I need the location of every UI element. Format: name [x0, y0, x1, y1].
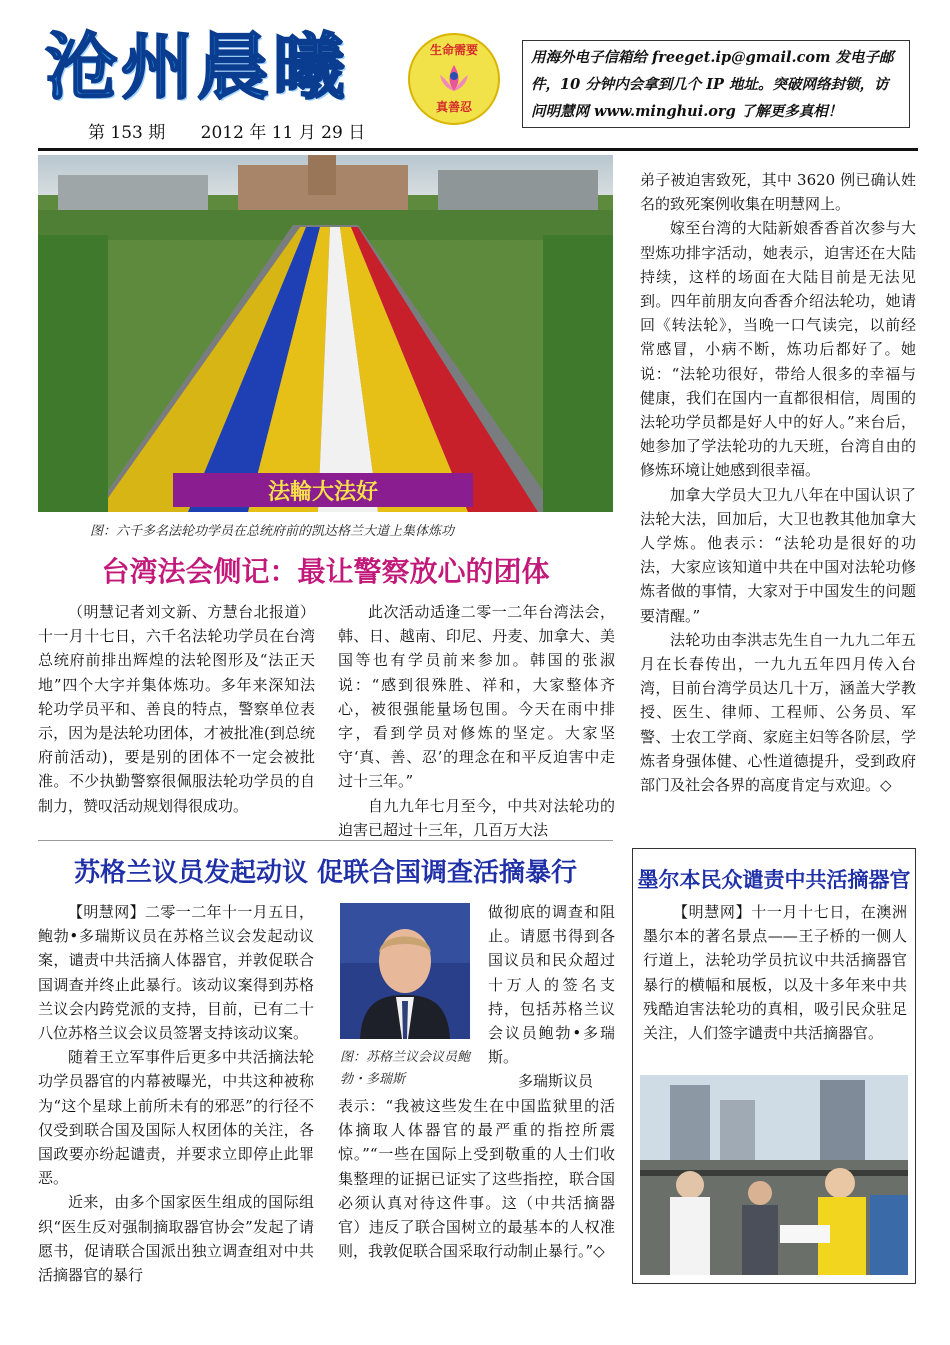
top-photo — [38, 155, 613, 512]
article1-column-2 — [338, 600, 615, 842]
article3-body — [643, 900, 907, 1045]
article2-column-2-top — [488, 900, 615, 1094]
paragraph: 法轮功由李洪志先生自一九九二年五月在长春传出，一九九五年四月传入台湾，目前台湾学员达几十万，涵盖大学教授、医生、律师、工程师、公务员、军警、士农工学商、家庭主妇等各阶层，学炼者身强体健、心性道德提升，受到政府部门及社会各界的高度肯定与欢迎。◇ — [640, 630, 916, 795]
top-photo-caption: 图：六千多名法轮功学员在总统府前的凯达格兰大道上集体炼功 — [90, 524, 455, 539]
paragraph: 加拿大学员大卫九八年在中国认识了法轮大法，回加后，大卫也教其他加拿大人学炼。他表示：“法轮功是很好的功法，大家应该知道中共在中国对法轮功修炼者做的事情，大家对于中国发生的问题要清醒。” — [640, 485, 916, 625]
header-rule — [38, 148, 918, 151]
emblem-bottom-text: 真善忍 — [435, 100, 472, 114]
exercise-formation-image — [38, 155, 613, 512]
newspaper-masthead: 沧州晨曦 — [45, 24, 350, 109]
article1-headline: 台湾法会侧记：最让警察放心的团体 — [101, 555, 550, 588]
article2-headline: 苏格兰议员发起动议 促联合国调查活摘暴行 — [73, 858, 578, 888]
paragraph: （明慧记者刘文新、方慧台北报道）十一月十七日，六千名法轮功学员在台湾总统府前排出辉煌的法轮图形及“法正天地”四个大字并集体炼功。多年来深知法轮功学员平和、善良的特点，警察单位表示，因为是法轮功团体，才被批准(到总统府前活动)，要是别的团体不一定会被批准。不少执勤警察很佩服法轮功学员的自制力，赞叹活动规划得很成功。 — [38, 603, 315, 815]
paragraph: 做彻底的调查和阻止。请愿书得到各国议员和民众超过十万人的签名支持，包括苏格兰议会议员鲍勃•多瑞斯。 — [488, 903, 615, 1067]
lotus-icon — [434, 61, 474, 95]
issue-date: 2012 年 11 月 29 日 — [200, 123, 366, 143]
paragraph: 多瑞斯议员 — [518, 1072, 594, 1091]
article3-headline: 墨尔本民众谴责中共活摘器官 — [637, 867, 911, 892]
paragraph: 随着王立军事件后更多中共活摘法轮功学员器官的内幕被曝光，中共这种被称为“这个星球上前所未有的邪恶”的行径不仅受到联合国及国际人权团体的关注，各国政要亦纷起谴责，并要求立即停止此罪恶。 — [38, 1048, 314, 1188]
issue-line — [88, 118, 395, 143]
paragraph: 近来，由多个国家医生组成的国际组织“医生反对强制摘取器官协会”发起了请愿书，促请联合国派出独立调查组对中共活摘器官的暴行 — [38, 1193, 314, 1285]
paragraph: 嫁至台湾的大陆新娘香香首次参与大型炼功排字活动，她表示，迫害还在大陆持续，这样的场面在大陆目前是无法见到。四年前朋友向香香介绍法轮功，她请回《转法轮》，当晚一口气读完，以前经常感冒，小病不断，炼功后都好了。她说：“法轮功很好，带给人很多的幸福与健康，我们在国内一直都很相信，周围的法轮功学员都是好人中的好人。”来台后，她参加了学法轮功的九天班，台湾自由的修炼环境让她感到很幸福。 — [640, 219, 916, 480]
portrait-caption: 图：苏格兰议会议员鲍勃・多瑞斯 — [340, 1050, 471, 1087]
paragraph: 【明慧网】二零一二年十一月五日，鲍勃•多瑞斯议员在苏格兰议会发起动议案，谴责中共活摘人体器官，并敦促联合国调查并终止此暴行。该动议案得到苏格兰议会内跨党派的支持，目前，已有二十八位苏格兰议会议员签署支持该动议案。 — [38, 903, 314, 1043]
paragraph: 此次活动适逢二零一二年台湾法会，韩、日、越南、印尼、丹麦、加拿大、美国等也有学员前来参加。韩国的张淑说：“感到很殊胜、祥和，大家整体齐心，被很强能量场包围。今天在雨中排字，看到学员对修炼的坚定。大家坚守‘真、善、忍’的理念在和平反迫害中走过十三年。” — [338, 603, 615, 791]
photo-banner-text: 法輪大法好 — [267, 479, 379, 505]
melbourne-image — [640, 1075, 908, 1275]
portrait-photo — [340, 903, 470, 1039]
paragraph: 自九九年七月至今，中共对法轮功的迫害已超过十三年，几百万大法 — [338, 796, 615, 839]
article2-column-1 — [38, 900, 314, 1287]
paragraph: 弟子被迫害致死，其中 3620 例已确认姓名的致死案例收集在明慧网上。 — [640, 171, 916, 214]
notice-box: 用海外电子信箱给 freeget.ip@gmail.com 发电子邮件，10 分钟内会拿到几个 IP 地址。突破网络封锁，访问明慧网 www.minghui.org 了解更多真相！ — [522, 40, 910, 128]
melbourne-photo — [640, 1075, 908, 1275]
article2-column-2-bottom — [338, 1094, 615, 1263]
paragraph: 【明慧网】十一月十七日，在澳洲墨尔本的著名景点——王子桥的一侧人行道上，法轮功学员抗议中共活摘器官暴行的横幅和展板，以及十多年来中共残酷迫害法轮功的真相，吸引民众驻足关注，人们签字谴责中共活摘器官。 — [643, 903, 907, 1043]
article1-column-3 — [640, 168, 916, 797]
emblem-seal — [408, 33, 500, 125]
portrait-image — [340, 903, 470, 1039]
article1-column-1 — [38, 600, 315, 818]
emblem-top-text: 生命需要 — [429, 43, 478, 57]
issue-number: 第 153 期 — [88, 123, 166, 143]
section-divider — [38, 840, 613, 841]
paragraph: 表示：“我被这些发生在中国监狱里的活体摘取人体器官的最严重的指控所震惊。”“一些在国际上受到敬重的人士们收集整理的证据已证实了这些指控，联合国必须认真对待这件事。这（中共活摘器官）违反了联合国树立的最基本的人权准则，我敦促联合国采取行动制止暴行。”◇ — [338, 1097, 615, 1261]
